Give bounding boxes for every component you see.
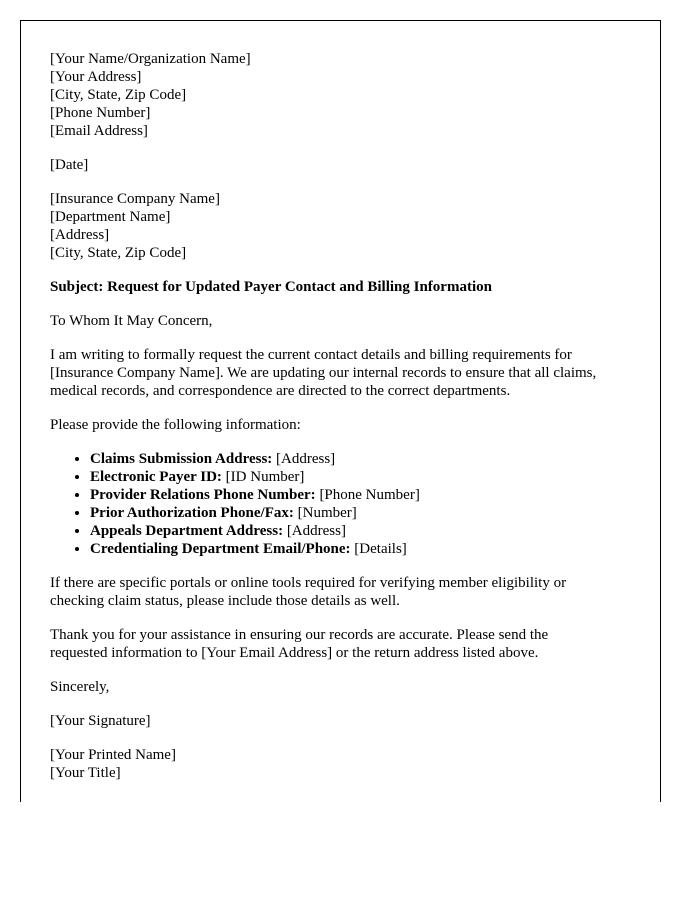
list-item-value: [Address]: [272, 451, 336, 467]
sender-email: [Email Address]: [50, 123, 148, 139]
list-item: [90, 468, 650, 486]
list-item: [90, 540, 650, 558]
intro-paragraph: [50, 346, 650, 400]
thanks-paragraph: [50, 626, 650, 662]
list-item-label: Provider Relations Phone Number:: [90, 487, 316, 503]
portals-line-2: checking claim status, please include those details as well.: [50, 593, 400, 609]
signature: [Your Signature]: [50, 713, 151, 729]
salutation-block: [50, 312, 650, 330]
intro-line-3: medical records, and correspondence are directed to the correct departments.: [50, 383, 511, 399]
list-item-label: Prior Authorization Phone/Fax:: [90, 505, 294, 521]
letter-content: [50, 50, 650, 798]
signer-title: [Your Title]: [50, 765, 121, 781]
recipient-city-state-zip: [City, State, Zip Code]: [50, 245, 187, 261]
printed-name: [Your Printed Name]: [50, 747, 176, 763]
request-lead-text: Please provide the following information:: [50, 417, 301, 433]
thanks-line-2: requested information to [Your Email Address] or the return address listed above.: [50, 645, 539, 661]
letter-page: [20, 20, 661, 802]
portals-line-1: If there are specific portals or online tools required for verifying member eligibility or: [50, 575, 567, 591]
list-item: [90, 450, 650, 468]
sender-phone: [Phone Number]: [50, 105, 151, 121]
sender-address: [Your Address]: [50, 69, 142, 85]
recipient-address: [Address]: [50, 227, 110, 243]
list-item-label: Claims Submission Address:: [90, 451, 273, 467]
list-item: [90, 486, 650, 504]
signature-block: [50, 712, 650, 730]
subject-line: [50, 278, 650, 296]
list-item-value: [ID Number]: [221, 469, 305, 485]
recipient-company: [Insurance Company Name]: [50, 191, 220, 207]
printed-name-block: [50, 746, 650, 782]
intro-line-1: I am writing to formally request the current contact details and billing requirements for: [50, 347, 572, 363]
request-lead: [50, 416, 650, 434]
letter-date: [Date]: [50, 157, 89, 173]
list-item-value: [Address]: [283, 523, 346, 539]
info-list: [50, 450, 650, 558]
recipient-department: [Department Name]: [50, 209, 171, 225]
list-item-label: Appeals Department Address:: [90, 523, 284, 539]
list-item-value: [Details]: [350, 541, 407, 557]
subject-text: Subject: Request for Updated Payer Contact and Billing Information: [50, 279, 492, 295]
thanks-line-1: Thank you for your assistance in ensuring our records are accurate. Please send the: [50, 627, 549, 643]
list-item-value: [Number]: [293, 505, 357, 521]
list-item: [90, 504, 650, 522]
portals-paragraph: [50, 574, 650, 610]
sign-off: Sincerely,: [50, 679, 110, 695]
date-block: [50, 156, 650, 174]
intro-line-2: [Insurance Company Name]. We are updating our internal records to ensure that all claims,: [50, 365, 597, 381]
recipient-block: [50, 190, 650, 262]
list-item-value: [Phone Number]: [315, 487, 420, 503]
sender-name: [Your Name/Organization Name]: [50, 51, 251, 67]
salutation: To Whom It May Concern,: [50, 313, 213, 329]
sender-block: [50, 50, 650, 140]
sign-off-block: [50, 678, 650, 696]
list-item-label: Electronic Payer ID:: [90, 469, 222, 485]
sender-city-state-zip: [City, State, Zip Code]: [50, 87, 187, 103]
list-item-label: Credentialing Department Email/Phone:: [90, 541, 351, 557]
list-item: [90, 522, 650, 540]
